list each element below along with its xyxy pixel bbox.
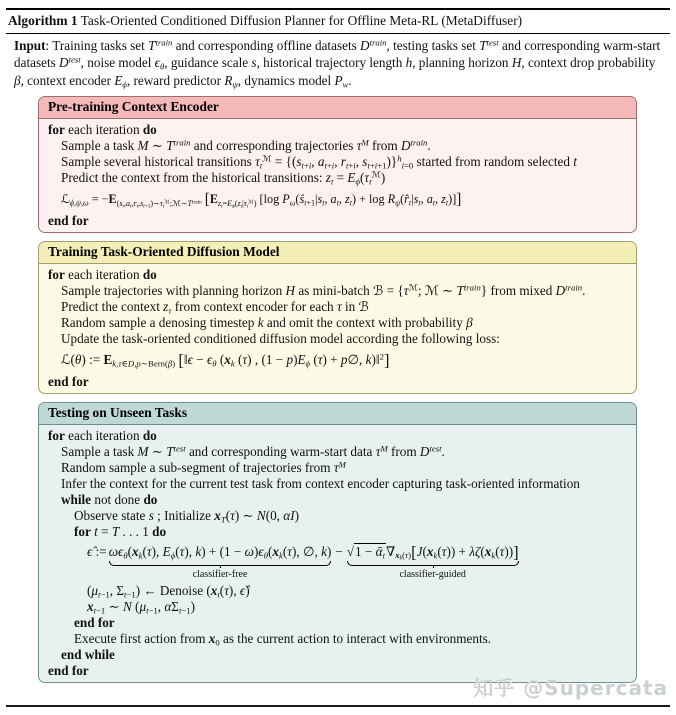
algo-line: Sample trajectories with planning horizon H as mini-batch ℬ = {$\tau^ℳ$; ℳ ∼ $T^{train}$} from mixed $D^{train}$. (61, 283, 586, 299)
algo-line: while not done do (61, 491, 158, 507)
classifier-guided-label: classifier-guided (399, 569, 466, 581)
minus-operator: − (335, 543, 343, 559)
box-body-pretraining (39, 119, 636, 232)
algo-line: Random sample a sub-segment of trajectories from $\tau^M$ (61, 459, 346, 475)
algo-line: Update the task-oriented conditioned diffusion model according the following loss: (61, 331, 500, 347)
algo-line: end for (48, 663, 89, 679)
algo-line: Sample a task M ∼ $T^{train}$ and corresponding trajectories $\tau^M$ from $D^{train}$. (61, 137, 431, 154)
algo-line: Infer the context for the current test task from context encoder capturing task-oriented information (61, 475, 580, 491)
algo-line: Observe state s ; Initialize $x_T(\tau)$ ∼ N(0, αI) (74, 507, 300, 525)
underbrace (347, 561, 519, 566)
heading-rule (6, 33, 670, 34)
input-paragraph: Input: Training tasks set $T^{train}$ and corresponding offline datasets $D^{train}$, testing tasks set $T^{test}$ and corresponding warm-start datasets $D^{test}$, noise model $\epsilon_\theta$, guidance scale s, historical trajectory length h, planning horizon H, context drop probability β, context encoder $E_\phi$, reward predictor $R_\psi$, dynamics model $P_w$. (14, 37, 661, 90)
box-title-testing: Testing on Unseen Tasks (39, 403, 636, 425)
algo-line: Predict the context $z_\tau$ from context encoder for each τ in ℬ (61, 299, 369, 317)
classifier-free-term (109, 543, 332, 581)
algorithm-title: Task-Oriented Conditioned Diffusion Planner for Offline Meta-RL (MetaDiffuser) (77, 13, 523, 28)
algo-line: ($\mu_{t-1}$, $\Sigma_{t-1}$) ← Denoise ($x_t(\tau)$, ϵ̂) (87, 583, 250, 600)
algorithm-figure (0, 8, 676, 700)
algo-line: Random sample a denosing timestep k and omit the context with probability β (61, 315, 473, 331)
algo-line: end for (74, 615, 115, 631)
pretraining-context-encoder-box (38, 96, 637, 233)
classifier-free-label: classifier-free (192, 568, 248, 580)
algo-line: for each iteration do (48, 427, 157, 443)
algo-line: Sample a task M ∼ $T^{test}$ and corresponding warm-start data $\tau^M$ from $D^{test}$. (61, 443, 445, 459)
algo-line: end while (61, 647, 115, 663)
box-title-training: Training Task-Oriented Diffusion Model (39, 242, 636, 264)
algo-line: end for (48, 213, 89, 229)
algo-line: for each iteration do (48, 122, 157, 138)
testing-unseen-tasks-box (38, 402, 637, 683)
algo-line: for t = T . . . 1 do (74, 523, 167, 539)
training-diffusion-model-box (38, 241, 637, 393)
algo-line: end for (48, 373, 89, 389)
classifier-guided-expr: $√1 - ᾱ_t\nabla_{x_k(\tau)}[J(x_k(\tau)) + \lambda\zeta(x_k(\tau))]$ (346, 542, 519, 563)
context-encoder-loss-equation: ℒ$_{\phi,\psi,\omega}$ = $-E_{(s_t,a_t,r_t,s_{t+1})\sim\tau_t^ℳ;ℳ\sim T^{train}}$ [$E_{z_t=E_\phi(z_t|\tau_t^ℳ)}$ [log $P_\omega(ŝ_{t+1}|s_t$, $a_t$, $z_t) + \log$ $R_\psi(r̂_t|s_t$, $a_t$, $z_t$)]] (61, 191, 462, 210)
diffusion-loss-equation: ℒ(θ) := $E_{k,\tau\in D,p\sim Bern(\beta)}$ [‖ϵ − $\epsilon_\theta$ ($x_k$ (τ) , $(1 - p)E_\phi$ (τ) + p∅, k)‖$^2$] (61, 350, 390, 370)
box-body-testing (39, 425, 636, 682)
classifier-free-expr: $\omega\epsilon_\theta(x_k(\tau)$, $E_\phi(\tau)$, $k) + (1 - \omega)\epsilon_\theta(x_k(\tau)$, ∅, k) (108, 543, 332, 561)
algo-line: Predict the context from the historical transitions: $z_t = E_\phi(\tau_t^ℳ)$ (61, 169, 386, 187)
algo-line: Sample several historical transitions $\tau_t^ℳ = \{(s_{t+i}$, $a_{t+i}$, $r_{t+i}$, $s_{t+i+1})\}^h_{i=0}$ started from random selected t (61, 153, 577, 171)
algo-line: for each iteration do (48, 267, 157, 283)
box-body-training (39, 264, 636, 392)
watermark: 知乎 @Supercata (473, 676, 668, 700)
algo-line: $x_{t-1}$ ∼ N ($\mu_{t-1}$, $\alpha\Sigma_{t-1}$) (87, 599, 196, 616)
underbrace (109, 561, 332, 566)
box-title-pretraining: Pre-training Context Encoder (39, 97, 636, 119)
eq-prefix: ϵ̂ := (87, 543, 107, 559)
classifier-guided-term (347, 543, 519, 581)
algorithm-heading (0, 10, 676, 32)
algorithm-number: Algorithm 1 (8, 13, 78, 28)
algo-line: Execute first action from $x_0$ as the current action to interact with environments. (74, 631, 492, 648)
epsilon-update-equation (48, 543, 627, 581)
